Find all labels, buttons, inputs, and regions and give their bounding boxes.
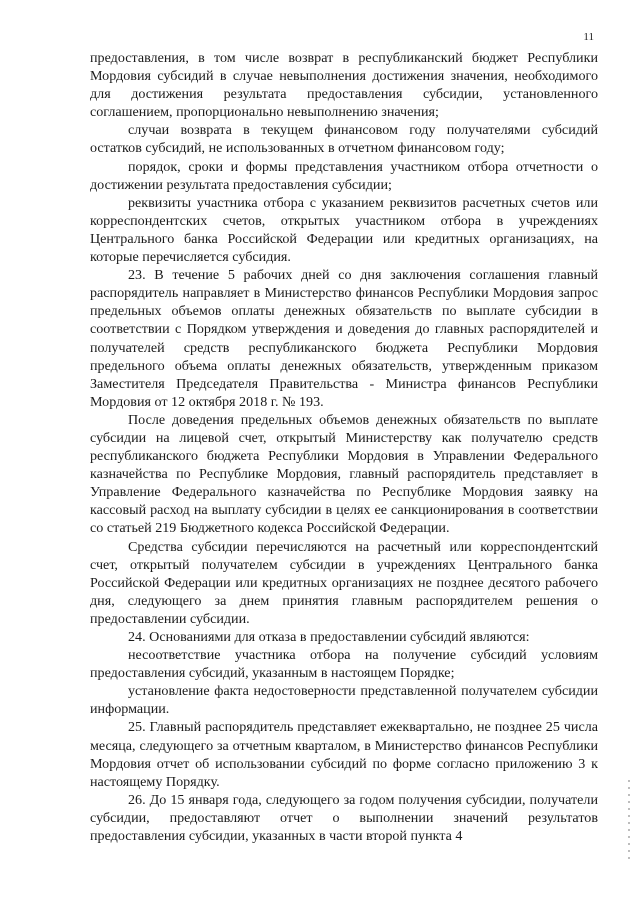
- paragraph: порядок, сроки и формы представления участником отбора отчетности о достижении результата предоставления субсидии;: [90, 158, 598, 193]
- document-body: [90, 49, 598, 845]
- paragraph: установление факта недостоверности представленной получателем субсидии информации.: [90, 683, 598, 718]
- paragraph: 26. До 15 января года, следующего за годом получения субсидии, получатели субсидии, предоставляют отчет о выполнении значений результатов предоставления субсидии, указанных в части второй пункта 4: [90, 791, 598, 845]
- paragraph: 25. Главный распорядитель представляет ежеквартально, не позднее 25 числа месяца, следующего за отчетным кварталом, в Министерство финансов Республики Мордовия отчет об использовании субсидий по форме согласно приложению 3 к настоящему Порядку.: [90, 719, 598, 790]
- paragraph: несоответствие участника отбора на получение субсидий условиям предоставления субсидий, указанным в настоящем Порядке;: [90, 647, 598, 682]
- paragraph: реквизиты участника отбора с указанием реквизитов расчетных счетов или корреспондентских счетов, открытых участником отбора в учреждениях Центрального банка Российской Федерации или кредитных организациях, на которые перечисляется субсидия.: [90, 194, 598, 266]
- page-number: 11: [583, 31, 594, 43]
- paragraph: 23. В течение 5 рабочих дней со дня заключения соглашения главный распорядитель направляет в Министерство финансов Республики Мордовия запрос предельных объемов оплаты денежных обязательств по выплате субсидии в соответствии с Порядком утверждения и доведения до главных распорядителей и получателей средств республиканского бюджета Республики Мордовия предельного объема оплаты денежных обязательств, утвержденным приказом Заместителя Председателя Правительства - Министра финансов Республики Мордовия от 12 октября 2018 г. № 193.: [90, 267, 598, 410]
- scan-artifact: [628, 780, 630, 860]
- paragraph: предоставления, в том числе возврат в республиканский бюджет Республики Мордовия субсидий в случае невыполнения достижения значения, необходимого для достижения результата предоставления субсидии, установленного соглашением, пропорционально невыполнению значения;: [90, 50, 598, 121]
- paragraph: случаи возврата в текущем финансовом году получателями субсидий остатков субсидий, не использованных в отчетном финансовом году;: [90, 122, 598, 157]
- paragraph: Средства субсидии перечисляются на расчетный или корреспондентский счет, открытый получателем субсидии в учреждениях Центрального банка Российской Федерации или кредитных организациях не позднее десятого рабочего дня, следующего за днем принятия главным распорядителем решения о предоставлении субсидии.: [90, 538, 598, 627]
- paragraph: 24. Основаниями для отказа в предоставлении субсидий являются:: [128, 629, 530, 645]
- paragraph: После доведения предельных объемов денежных обязательств по выплате субсидии на лицевой счет, открытый Министерству как получателю средств республиканского бюджета Республики Мордовия в Управлении Федерального казначейства по Республике Мордовия, главный распорядитель представляет в Управление Федерального казначейства по Республике Мордовия заявку на кассовый расход на выплату субсидии в целях ее санкционирования в соответствии со статьей 219 Бюджетного кодекса Российской Федерации.: [90, 411, 598, 537]
